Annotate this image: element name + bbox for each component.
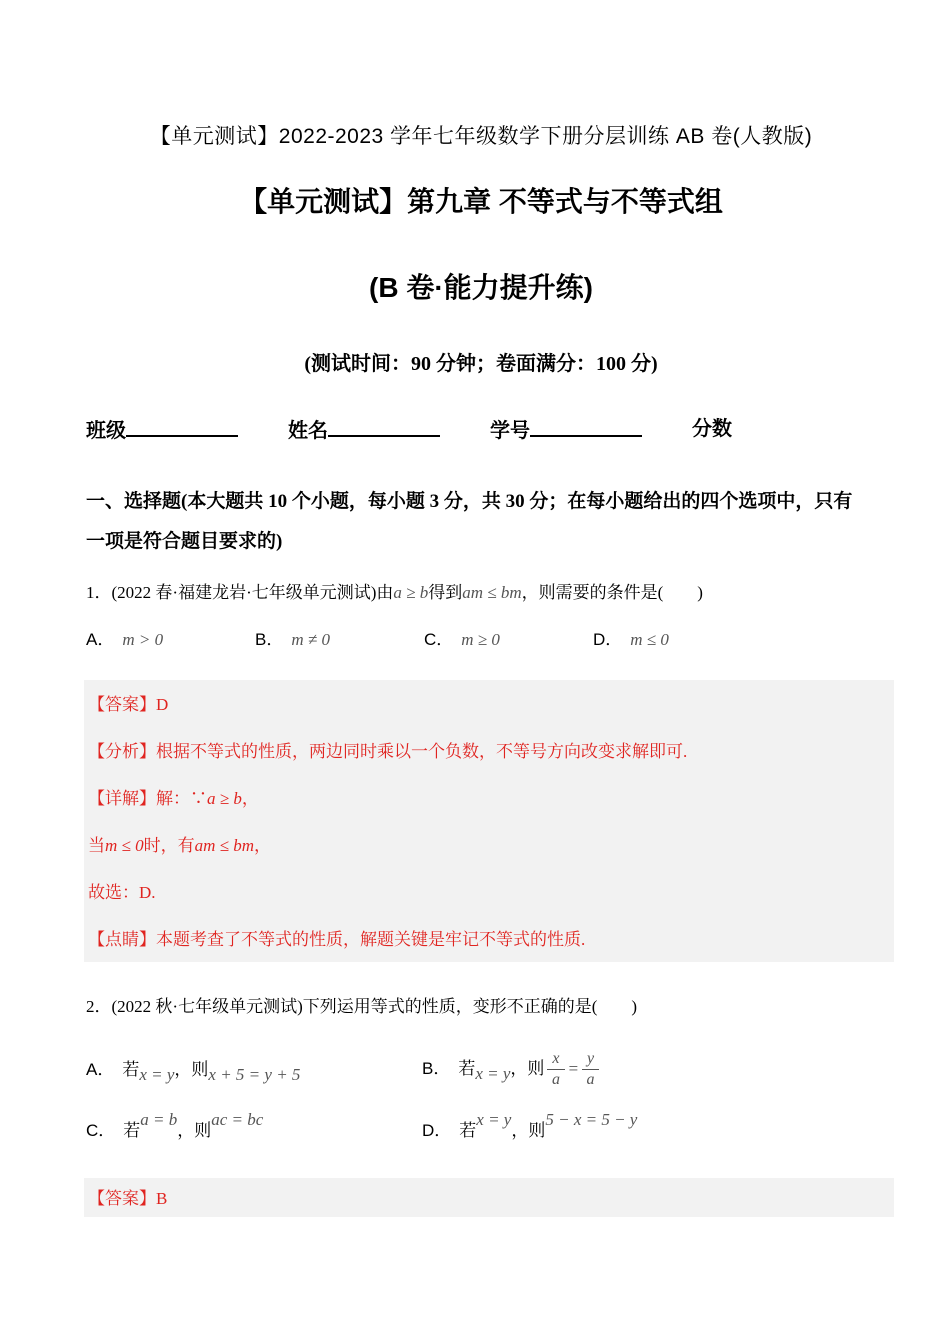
option-1-c-label: C． xyxy=(424,630,454,649)
option-2-d xyxy=(422,1109,876,1146)
option-1-d xyxy=(593,626,762,654)
section-heading xyxy=(86,482,876,562)
option-1-b-label: B． xyxy=(255,630,284,649)
field-name-label: 姓名 xyxy=(288,420,328,442)
option-1-a-label: A． xyxy=(86,630,115,649)
option-2-c-value: 若a = b，则ac = bc xyxy=(123,1109,264,1140)
field-id-label: 学号 xyxy=(490,420,530,442)
document-title: 【单元测试】第九章 不等式与不等式组 xyxy=(239,186,723,217)
option-1-c xyxy=(424,626,593,654)
answer-block-2 xyxy=(84,1178,894,1217)
option-2-c-label: C． xyxy=(86,1120,116,1140)
field-score-label: 分数 xyxy=(692,418,732,440)
analysis-1-line: 【分析】根据不等式的性质，两边同时乘以一个负数，不等号方向改变求解即可. xyxy=(88,742,688,761)
option-2-d-label: D． xyxy=(422,1120,452,1140)
question-1 xyxy=(86,578,876,962)
answer-1-line: 【答案】D xyxy=(88,695,169,714)
option-2-a-value: 若x = y，则x + 5 = y + 5 xyxy=(122,1059,301,1084)
question-2-options xyxy=(86,1050,876,1146)
student-fields xyxy=(86,414,876,446)
field-id xyxy=(490,414,642,446)
note-1-line: 【点睛】本题考查了不等式的性质，解题关键是牢记不等式的性质. xyxy=(88,930,586,949)
option-1-b xyxy=(255,626,424,654)
question-2 xyxy=(86,992,876,1217)
answer-block-1 xyxy=(84,680,894,962)
option-1-a xyxy=(86,626,255,654)
step-1-line: 当m ≤ 0时，有am ≤ bm， xyxy=(88,836,271,855)
question-1-stem: 1．(2022 春·福建龙岩·七年级单元测试)由a ≥ b得到am ≤ bm，则需要的条件是( ) xyxy=(86,583,703,602)
field-score xyxy=(692,414,732,446)
section-heading-line2: 一项是符合题目要求的) xyxy=(86,531,283,552)
option-2-b-value: 若x = y，则 $\frac{x}{a}$ = $\frac{y}{a}$ xyxy=(458,1059,602,1078)
question-2-stem: 2．(2022 秋·七年级单元测试)下列运用等式的性质，变形不正确的是( ) xyxy=(86,997,638,1016)
class-blank-line xyxy=(126,414,238,437)
field-class xyxy=(86,414,238,446)
document-subtitle: (B 卷·能力提升练) xyxy=(369,272,593,303)
field-class-label: 班级 xyxy=(86,420,126,442)
fraction: $\frac{y}{a}$ xyxy=(582,1050,599,1090)
option-2-d-value: 若x = y，则5 − x = 5 − y xyxy=(459,1109,638,1140)
section-heading-line1: 一、选择题(本大题共 10 个小题，每小题 3 分，共 30 分；在每小题给出的四个选项中，只有 xyxy=(86,491,853,512)
document-header: 【单元测试】2022-2023 学年七年级数学下册分层训练 AB 卷(人教版) xyxy=(149,125,813,148)
option-2-b xyxy=(422,1050,876,1090)
option-1-d-value: m ≤ 0 xyxy=(630,630,669,649)
conclusion-1-line: 故选：D. xyxy=(88,883,156,902)
option-1-b-value: m ≠ 0 xyxy=(291,630,330,649)
option-1-a-value: m > 0 xyxy=(122,630,164,649)
option-2-b-label: B． xyxy=(422,1058,451,1078)
fraction: $\frac{x}{a}$ xyxy=(547,1050,564,1090)
id-blank-line xyxy=(530,414,642,437)
option-1-d-label: D． xyxy=(593,630,623,649)
option-1-c-value: m ≥ 0 xyxy=(461,630,500,649)
option-2-c xyxy=(86,1109,422,1146)
name-blank-line xyxy=(328,414,440,437)
question-1-options xyxy=(86,626,876,654)
field-name xyxy=(288,414,440,446)
option-2-a-label: A． xyxy=(86,1059,115,1079)
option-2-a xyxy=(86,1055,422,1085)
exam-info: (测试时间：90 分钟；卷面满分：100 分) xyxy=(304,353,658,375)
detail-1-line: 【详解】解：∵a ≥ b， xyxy=(88,789,259,808)
answer-2-line: 【答案】B xyxy=(88,1188,168,1208)
